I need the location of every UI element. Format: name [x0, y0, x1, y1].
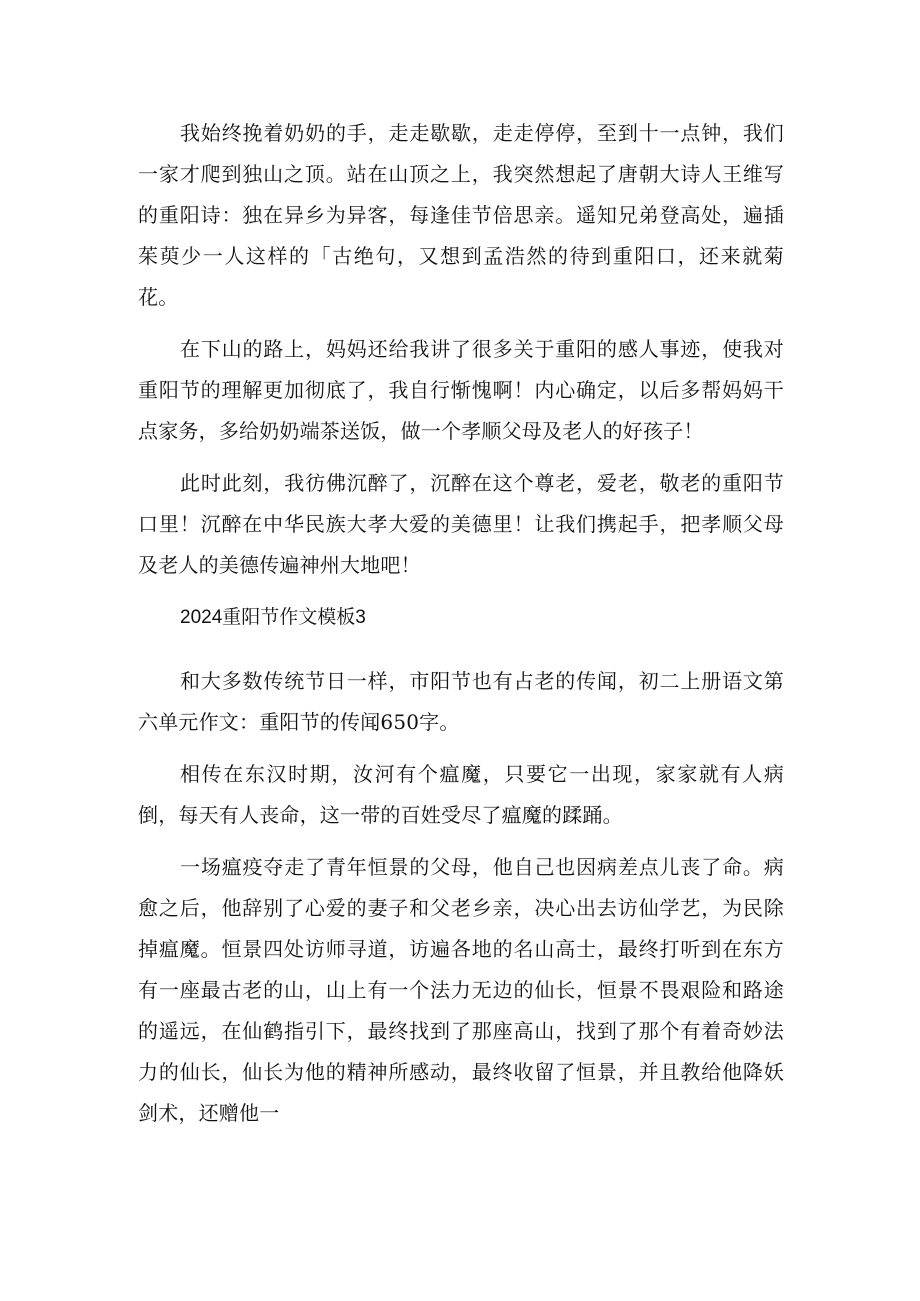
paragraph-3: 此时此刻，我彷佛沉醉了，沉醉在这个尊老，爱老，敬老的重阳节口里！沉醉在中华民族大孝大爱的美德里！让我们携起手，把孝顺父母及老人的美德传遍神州大地吧！ — [138, 471, 784, 577]
paragraph-2: 在下山的路上，妈妈还给我讲了很多关于重阳的感人事迹，使我对重阳节的理解更加彻底了，我自行惭愧啊！内心确定，以后多帮妈妈干点家务，多给奶奶端茶送饭，做一个孝顺父母及老人的好孩子！ — [138, 337, 784, 443]
paragraph-6: 一场瘟疫夺走了青年恒景的父母，他自己也因病差点儿丧了命。病愈之后，他辞别了心爱的妻子和父老乡亲，决心出去访仙学艺，为民除掉瘟魔。恒景四处访师寻道，访遍各地的名山高士，最终打听到在东方有一座最古老的山，山上有一个法力无边的仙长，恒景不畏艰险和路途的遥远，在仙鹤指引下，最终找到了那座高山，找到了那个有着奇妙法力的仙长，仙长为他的精神所感动，最终收留了恒景，并且教给他降妖剑术，还赠他一 — [138, 855, 784, 1125]
document-body — [138, 113, 784, 1145]
section-heading: 2024重阳节作文模板3 — [180, 607, 366, 628]
paragraph-4: 和大多数传统节日一样，市阳节也有占老的传闻，初二上册语文第六单元作文：重阳节的传闻650字。 — [138, 669, 784, 734]
paragraph-5: 相传在东汉时期，汝河有个瘟魔，只要它一出现，家家就有人病倒，每天有人丧命，这一带的百姓受尽了瘟魔的蹂踊。 — [138, 762, 784, 827]
paragraph-1: 我始终挽着奶奶的手，走走歇歇，走走停停，至到十一点钟，我们一家才爬到独山之顶。站在山顶之上，我突然想起了唐朝大诗人王维写的重阳诗：独在异乡为异客，每逢佳节倍思亲。遥知兄弟登高处，遍插茱萸少一人这样的「古绝句，又想到孟浩然的待到重阳口，还来就菊花。 — [138, 121, 784, 309]
